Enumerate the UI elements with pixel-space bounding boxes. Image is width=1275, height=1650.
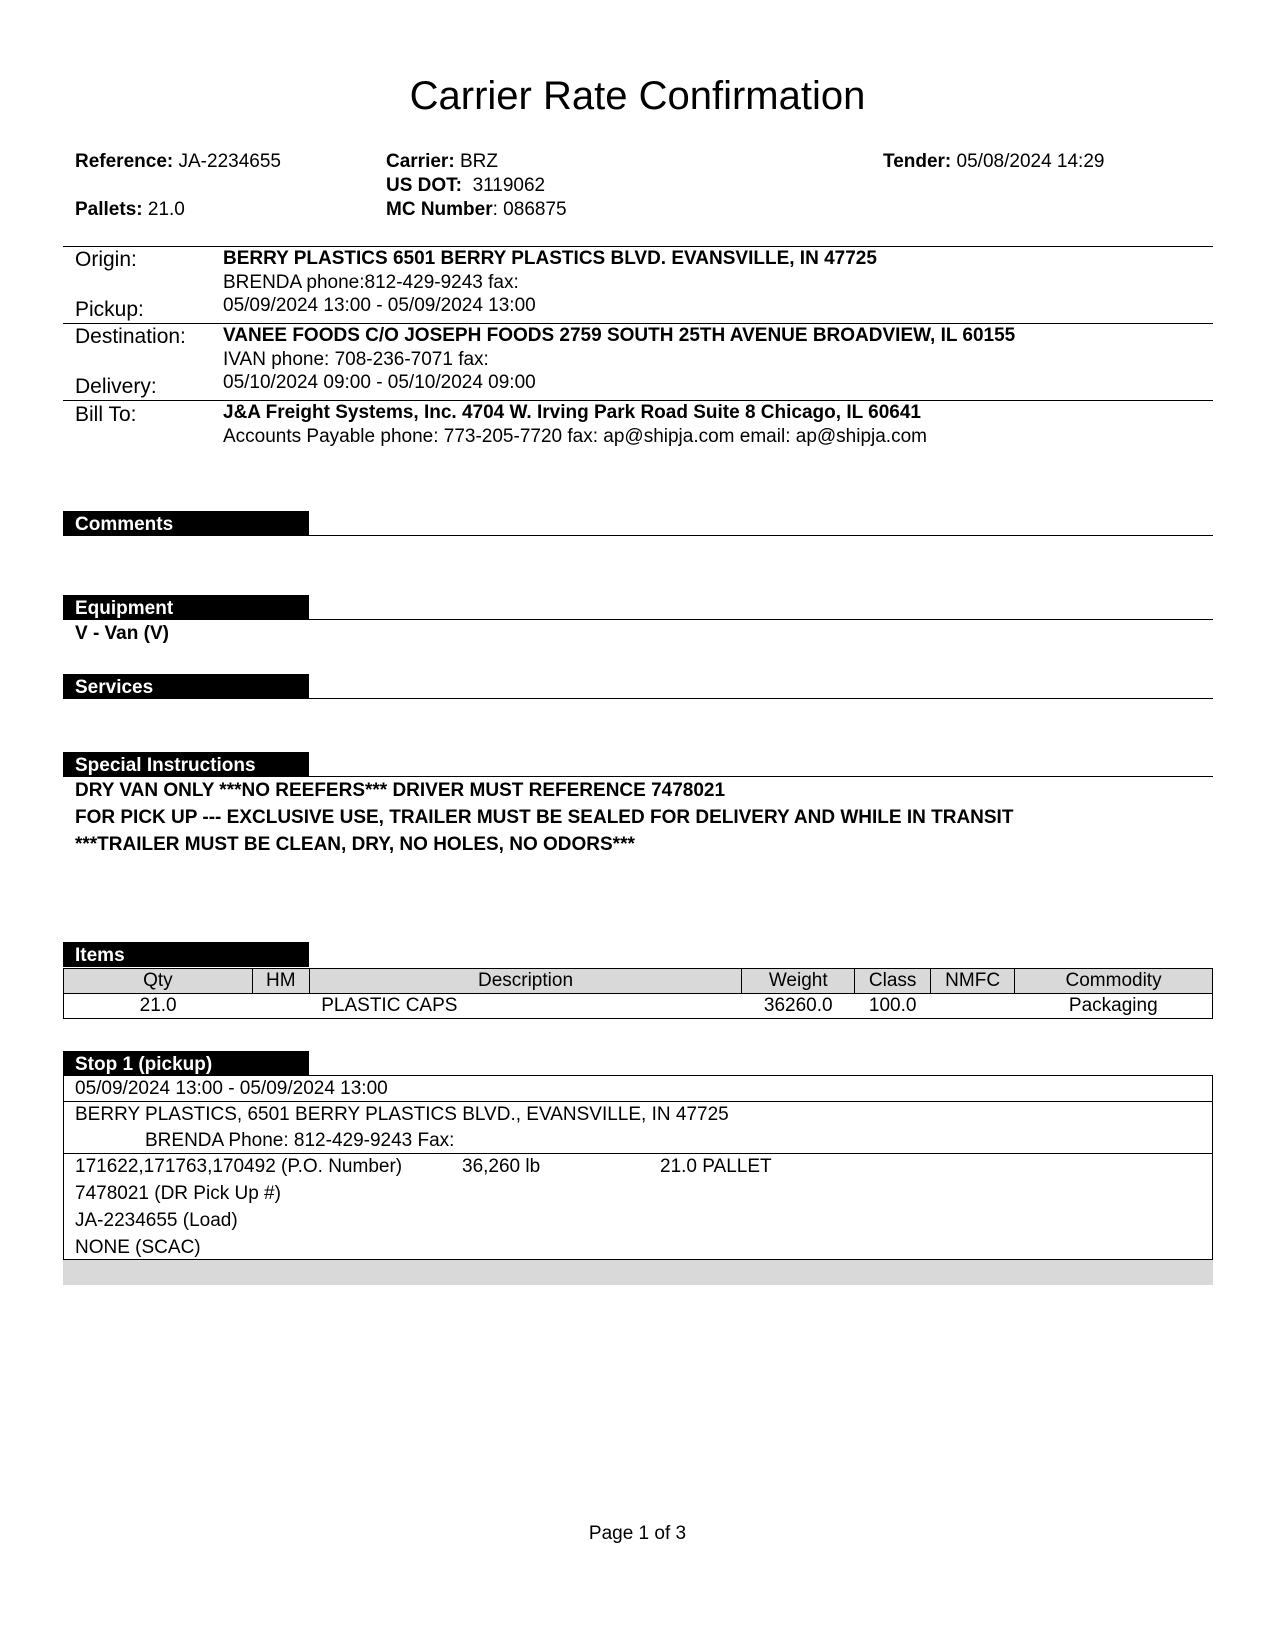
stop-ref: NONE (SCAC) bbox=[75, 1237, 201, 1258]
destination-name: VANEE FOODS C/O JOSEPH FOODS 2759 SOUTH 25TH AVENUE BROADVIEW, IL 60155 bbox=[223, 325, 1016, 346]
divider bbox=[309, 535, 1213, 536]
stop-po: 171622,171763,170492 (P.O. Number) bbox=[75, 1156, 403, 1177]
qty-header: Qty bbox=[64, 969, 253, 994]
usdot-value: 3119062 bbox=[472, 175, 546, 196]
usdot-label: US DOT: bbox=[386, 175, 462, 196]
mc-field bbox=[386, 198, 567, 222]
page-number: Page 1 of 3 bbox=[588, 1523, 687, 1544]
pickup-label: Pickup: bbox=[75, 298, 144, 321]
carrier-label: Carrier: bbox=[386, 151, 455, 172]
stop-ref: JA-2234655 (Load) bbox=[75, 1210, 238, 1231]
divider bbox=[309, 619, 1213, 620]
stop-ref: 7478021 (DR Pick Up #) bbox=[75, 1183, 281, 1204]
class-cell: 100.0 bbox=[855, 994, 931, 1019]
hm-cell bbox=[252, 994, 309, 1019]
carrier-value: BRZ bbox=[459, 151, 498, 172]
destination-label: Destination: bbox=[75, 325, 186, 348]
usdot-field bbox=[386, 174, 545, 198]
billto-contact: Accounts Payable phone: 773-205-7720 fax: ap@shipja.com email: ap@shipja.com bbox=[223, 426, 927, 447]
tender-label: Tender: bbox=[883, 151, 952, 172]
stop-address: BERRY PLASTICS, 6501 BERRY PLASTICS BLVD., EVANSVILLE, IN 47725 bbox=[75, 1104, 729, 1125]
equipment-value: V - Van (V) bbox=[75, 623, 169, 644]
items-header: Items bbox=[63, 942, 309, 967]
reference-label: Reference: bbox=[75, 151, 174, 172]
services-header: Services bbox=[63, 674, 309, 699]
origin-contact: BRENDA phone:812-429-9243 fax: bbox=[223, 272, 519, 293]
stop-address-box bbox=[63, 1101, 1213, 1154]
special-instructions-header: Special Instructions bbox=[63, 752, 309, 777]
destination-contact: IVAN phone: 708-236-7071 fax: bbox=[223, 349, 489, 370]
nmfc-cell bbox=[931, 994, 1015, 1019]
special-instruction-line: DRY VAN ONLY ***NO REEFERS*** DRIVER MUST REFERENCE 7478021 bbox=[75, 780, 726, 801]
delivery-window: 05/10/2024 09:00 - 05/10/2024 09:00 bbox=[223, 372, 536, 393]
commodity-header: Commodity bbox=[1015, 969, 1213, 994]
stop-header: Stop 1 (pickup) bbox=[63, 1051, 309, 1076]
divider bbox=[309, 698, 1213, 699]
table-header-row bbox=[64, 969, 1213, 994]
qty-cell: 21.0 bbox=[64, 994, 253, 1019]
carrier-field bbox=[386, 150, 498, 174]
pickup-window: 05/09/2024 13:00 - 05/09/2024 13:00 bbox=[223, 295, 536, 316]
equipment-header: Equipment bbox=[63, 595, 309, 620]
origin-name: BERRY PLASTICS 6501 BERRY PLASTICS BLVD. EVANSVILLE, IN 47725 bbox=[223, 248, 877, 269]
stop-footer-bar bbox=[63, 1260, 1213, 1285]
pallets-value: 21.0 bbox=[147, 199, 185, 220]
billto-label: Bill To: bbox=[75, 403, 137, 426]
tender-field bbox=[883, 150, 1104, 174]
origin-label: Origin: bbox=[75, 248, 137, 271]
page-title: Carrier Rate Confirmation bbox=[409, 74, 866, 118]
billto-name: J&A Freight Systems, Inc. 4704 W. Irving Park Road Suite 8 Chicago, IL 60641 bbox=[223, 402, 921, 423]
stop-pallets: 21.0 PALLET bbox=[660, 1156, 772, 1177]
class-header: Class bbox=[855, 969, 931, 994]
reference-field bbox=[75, 150, 281, 174]
pallets-field bbox=[75, 198, 185, 222]
mc-label: MC Number bbox=[386, 199, 493, 220]
mc-value: : 086875 bbox=[492, 199, 567, 220]
items-table bbox=[63, 968, 1213, 1019]
stop-contact: BRENDA Phone: 812-429-9243 Fax: bbox=[145, 1130, 455, 1151]
pallets-label: Pallets: bbox=[75, 199, 143, 220]
special-instruction-line: ***TRAILER MUST BE CLEAN, DRY, NO HOLES, NO ODORS*** bbox=[75, 834, 635, 855]
stop-weight: 36,260 lb bbox=[462, 1156, 541, 1177]
comments-header: Comments bbox=[63, 511, 309, 536]
table-row bbox=[64, 994, 1213, 1019]
reference-value: JA-2234655 bbox=[178, 151, 281, 172]
tender-value: 05/08/2024 14:29 bbox=[956, 151, 1105, 172]
weight-header: Weight bbox=[742, 969, 855, 994]
delivery-label: Delivery: bbox=[75, 375, 157, 398]
description-cell: PLASTIC CAPS bbox=[309, 994, 742, 1019]
description-header: Description bbox=[309, 969, 742, 994]
special-instruction-line: FOR PICK UP --- EXCLUSIVE USE, TRAILER MUST BE SEALED FOR DELIVERY AND WHILE IN TRANSIT bbox=[75, 807, 1014, 828]
hm-header: HM bbox=[252, 969, 309, 994]
stop-window: 05/09/2024 13:00 - 05/09/2024 13:00 bbox=[75, 1078, 388, 1099]
commodity-cell: Packaging bbox=[1015, 994, 1213, 1019]
stop-details-box bbox=[63, 1153, 1213, 1260]
nmfc-header: NMFC bbox=[931, 969, 1015, 994]
weight-cell: 36260.0 bbox=[742, 994, 855, 1019]
stop-window-box bbox=[63, 1075, 1213, 1102]
